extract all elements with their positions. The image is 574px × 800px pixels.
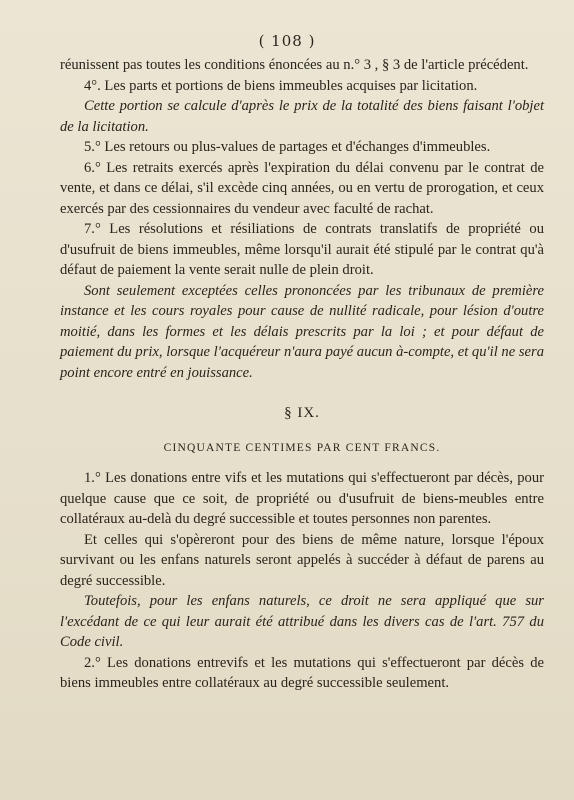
paragraph-section-item-1: 1.° Les donations entre vifs et les mutations qui s'effectueront par décès, pour quelque cause que ce soit, de propriété ou d'usufruit de biens-meubles entre collatéraux au-delà du degré successible et toutes personnes non parentes. <box>60 470 544 527</box>
section-title: § IX. <box>284 405 320 421</box>
paragraph-item-6: 6.° Les retraits exercés après l'expiration du délai convenu par le contrat de vente, et dans ce délai, s'il excède cinq années, ou en vertu de prorogation, et ceux exercés par des cessionnaires du vendeur avec faculté de rachat. <box>60 159 544 217</box>
page-number: ( 108 ) <box>258 32 316 50</box>
body-text <box>60 55 544 694</box>
paragraph-item-5: 5.° Les retours ou plus-values de partages et d'échanges d'immeubles. <box>84 139 491 155</box>
paragraph-item-7: 7.° Les résolutions et résiliations de contrats translatifs de propriété ou d'usufruit de biens immeubles, même lorsqu'il aurait été stipulé par le contrat qu'à défaut de paiement la vente serait nulle de plein droit. <box>60 221 544 278</box>
paragraph-continuation: réunissent pas toutes les conditions énoncées au n.° 3 , § 3 de l'article précédent. <box>60 57 529 73</box>
paragraph-section-item-1-note: Toutefois, pour les enfans naturels, ce droit ne sera appliqué que sur l'excédant de ce qui leur aurait été attribué dans les divers cas de l'art. 757 du Code civil. <box>60 593 544 650</box>
section-subtitle: CINQUANTE CENTIMES PAR CENT FRANCS. <box>163 441 441 454</box>
paragraph-item-7-note: Sont seulement exceptées celles prononcées par les tribunaux de première instance et les cours royales pour cause de nullité radicale, pour lésion d'outre moitié, dans les formes et les délais prescrits par la loi ; et pour défaut de paiement du prix, lorsque l'acquéreur n'aura payé aucun à-compte, et qu'il ne sera point encore entré en jouissance. <box>60 282 544 381</box>
paragraph-item-4-note: Cette portion se calcule d'après le prix de la totalité des biens faisant l'objet de la licitation. <box>60 98 544 135</box>
paragraph-item-4: 4°. Les parts et portions de biens immeubles acquises par licitation. <box>84 77 478 94</box>
paragraph-section-item-2: 2.° Les donations entrevifs et les mutations qui s'effectueront par décès de biens immeubles entre collatéraux au degré successible seulement. <box>60 654 544 691</box>
paragraph-section-item-1b: Et celles qui s'opèreront pour des biens de même nature, lorsque l'époux survivant ou les enfans naturels seront appelés à succéder à défaut de parens au degré successible. <box>60 531 544 589</box>
